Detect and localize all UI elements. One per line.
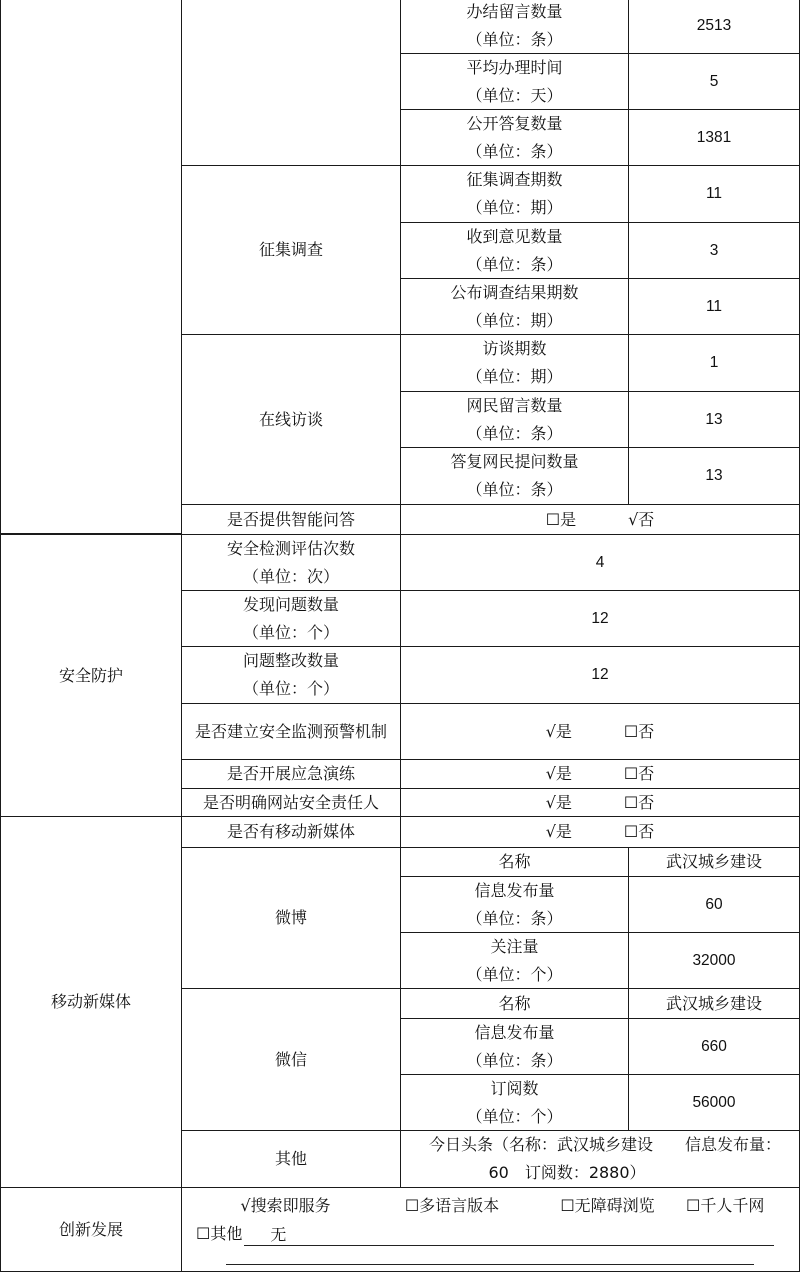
metric-label-closed-messages: 办结留言数量 （单位：条）: [400, 0, 629, 54]
metric-value-survey-results: 11: [628, 278, 800, 335]
metric-label-public-replies: 公开答复数量 （单位：条）: [400, 109, 629, 166]
metric-label-survey-periods: 征集调查期数 （单位：期）: [400, 165, 629, 223]
section-title-interview: 在线访谈: [181, 334, 401, 505]
checkbox-yes[interactable]: √是: [545, 822, 572, 841]
metric-value-netizen-messages: 13: [628, 391, 800, 448]
metric-value-public-replies: 1381: [628, 109, 800, 166]
metric-label-security-tests: 安全检测评估次数 （单位：次）: [181, 534, 401, 591]
check-label-drill: 是否开展应急演练: [181, 759, 401, 789]
checkbox-no[interactable]: ☐否: [623, 792, 655, 812]
check-label-monitoring: 是否建立安全监测预警机制: [181, 703, 401, 760]
metric-value-security-tests: 4: [400, 534, 800, 591]
wechat-label-posts: 信息发布量 （单位：条）: [400, 1018, 629, 1075]
option-personalized[interactable]: ☐千人千网: [686, 1196, 765, 1215]
metric-value-interview-periods: 1: [628, 334, 800, 392]
metric-value-problems-found: 12: [400, 590, 800, 647]
wechat-value-posts: 660: [628, 1018, 800, 1075]
option-other[interactable]: ☐其他: [196, 1224, 243, 1243]
option-accessibility[interactable]: ☐无障碍浏览: [560, 1196, 655, 1215]
section-title-security: 安全防护: [0, 534, 182, 817]
option-multilingual[interactable]: ☐多语言版本: [404, 1196, 500, 1215]
checkbox-yes[interactable]: √是: [545, 721, 572, 741]
section-title-other-media: 其他: [181, 1130, 401, 1188]
checkbox-yes[interactable]: √是: [545, 764, 572, 783]
metric-value-opinions: 3: [628, 222, 800, 279]
check-options-drill: [400, 759, 800, 789]
metric-value-survey-periods: 11: [628, 165, 800, 223]
metric-label-opinions: 收到意见数量 （单位：条）: [400, 222, 629, 279]
option-search-service[interactable]: √搜索即服务: [240, 1196, 331, 1215]
checkbox-no[interactable]: ☐否: [623, 721, 655, 741]
wechat-name-label: 名称: [400, 988, 629, 1019]
section-title-innovation: 创新发展: [0, 1187, 182, 1272]
section-title-survey: 征集调查: [181, 165, 401, 335]
left-group-cell-top: [0, 0, 182, 534]
checkbox-yes[interactable]: ☐是: [545, 509, 577, 529]
check-label-responsible-person: 是否明确网站安全责任人: [181, 788, 401, 817]
wechat-label-subscribers: 订阅数 （单位：个）: [400, 1074, 629, 1131]
section-title-weibo: 微博: [181, 847, 401, 989]
section-title-media: 移动新媒体: [0, 816, 182, 1188]
middle-group-cell-top: [181, 0, 401, 166]
checkbox-no[interactable]: ☐否: [623, 822, 655, 841]
check-options-monitoring: [400, 703, 800, 760]
check-label-smart-qa: 是否提供智能问答: [181, 504, 401, 535]
weibo-name-label: 名称: [400, 847, 629, 877]
check-options-responsible-person: [400, 788, 800, 817]
wechat-name-value: 武汉城乡建设: [628, 988, 800, 1019]
check-label-has-media: 是否有移动新媒体: [181, 816, 401, 848]
metric-label-problems-found: 发现问题数量 （单位：个）: [181, 590, 401, 647]
metric-label-netizen-messages: 网民留言数量 （单位：条）: [400, 391, 629, 448]
metric-value-closed-messages: 2513: [628, 0, 800, 54]
other-media-detail: 今日头条（名称：武汉城乡建设 信息发布量： 60 订阅数：2880）: [400, 1130, 800, 1188]
other-value: 无: [270, 1224, 287, 1244]
weibo-label-posts: 信息发布量 （单位：条）: [400, 876, 629, 933]
other-fill-line-2: [226, 1250, 754, 1265]
weibo-name-value: 武汉城乡建设: [628, 847, 800, 877]
checkbox-no[interactable]: ☐否: [623, 764, 655, 783]
weibo-label-followers: 关注量 （单位：个）: [400, 932, 629, 989]
metric-label-survey-results: 公布调查结果期数 （单位：期）: [400, 278, 629, 335]
metric-label-avg-time: 平均办理时间 （单位：天）: [400, 53, 629, 110]
innovation-options-cell: [181, 1187, 800, 1272]
metric-value-replies-to-netizens: 13: [628, 447, 800, 505]
check-options-has-media: [400, 816, 800, 848]
weibo-value-posts: 60: [628, 876, 800, 933]
checkbox-no[interactable]: √否: [628, 509, 655, 529]
wechat-value-subscribers: 56000: [628, 1074, 800, 1131]
other-fill-line: [244, 1223, 774, 1246]
weibo-value-followers: 32000: [628, 932, 800, 989]
section-title-wechat: 微信: [181, 988, 401, 1131]
metric-label-interview-periods: 访谈期数 （单位：期）: [400, 334, 629, 392]
metric-label-replies-to-netizens: 答复网民提问数量 （单位：条）: [400, 447, 629, 505]
check-options-smart-qa: [400, 504, 800, 535]
checkbox-yes[interactable]: √是: [545, 792, 572, 812]
metric-value-problems-fixed: 12: [400, 646, 800, 704]
metric-value-avg-time: 5: [628, 53, 800, 110]
metric-label-problems-fixed: 问题整改数量 （单位：个）: [181, 646, 401, 704]
